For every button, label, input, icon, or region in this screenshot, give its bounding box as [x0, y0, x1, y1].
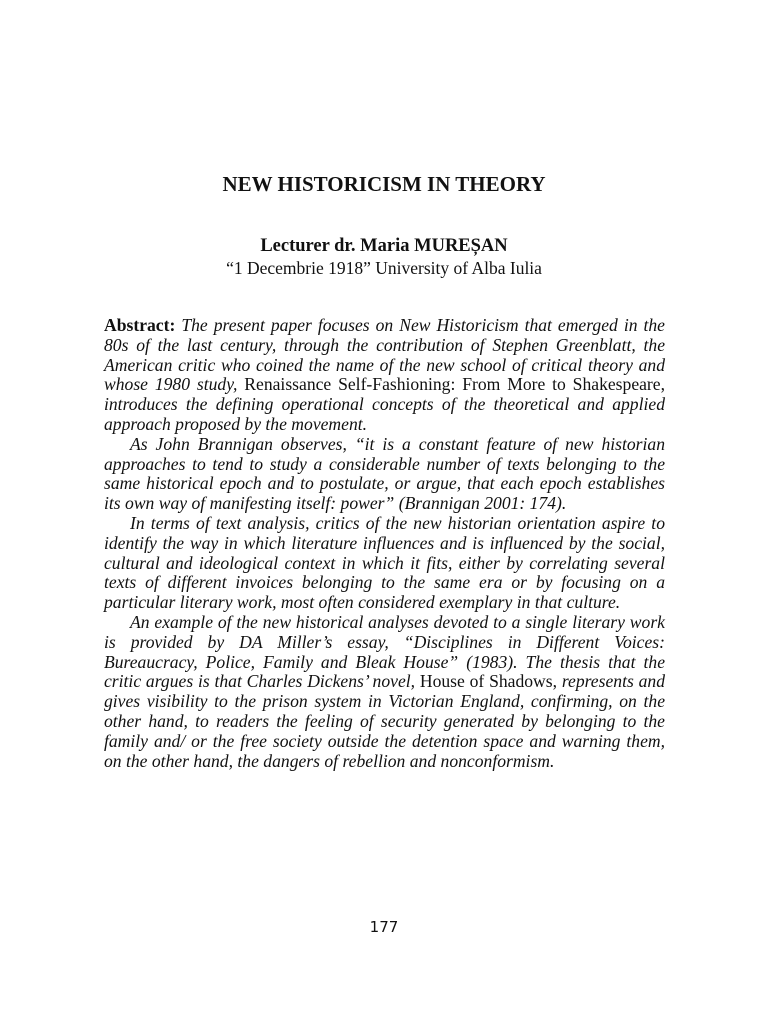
paragraph-text-analysis: In terms of text analysis, critics of the new historian orientation aspire to identify the way in which literature influences and is influenced by the social, cultural and ideological context in which it fits, either by correlating several texts of different invoices belonging to the same era or by focusing on a particular literary work, most often considered exemplary in that culture. [104, 512, 665, 613]
miller-text-part-2: represents and gives visibility to the prison system in Victorian England, confirming, on the other hand, to readers the feeling of security generated by belonging to the family and/ or the free society outside the detention space and warning them, on the other hand, the dangers of rebellion and nonconformism. [104, 671, 665, 771]
abstract-paragraph [104, 316, 665, 435]
abstract-text-part-2: introduces the defining operational concepts of the theoretical and applied approach proposed by the movement. [104, 394, 665, 434]
abstract-label: Abstract: [104, 315, 176, 335]
page-number: 177 [369, 918, 399, 936]
article-body [104, 316, 665, 771]
paper-title: NEW HISTORICISM IN THEORY [222, 172, 546, 196]
author-name: Lecturer dr. Maria MUREȘAN [260, 236, 508, 256]
paragraph-miller-example [104, 613, 665, 771]
abstract-book-title: Renaissance Self-Fashioning: From More to Shakespeare, [244, 374, 665, 395]
paragraph-brannigan: As John Brannigan observes, “it is a constant feature of new historian approaches to tend to study a considerable number of texts belonging to the same historical epoch and to postulate, or argue, that each epoch establishes its own way of manifesting itself: power” (Brannigan 2001: 174). [104, 433, 665, 514]
miller-book-title: House of Shadows, [419, 671, 558, 692]
miller-text-part-1: An example of the new historical analyses devoted to a single literary work is provided by DA Miller’s essay, “Disciplines in Different Voices: Bureaucracy, Police, Family and Bleak House” (1983). The thesis that the critic argues is that Charles Dickens’ novel, [104, 611, 665, 692]
abstract-text-part-1: The present paper focuses on New Historicism that emerged in the 80s of the last century, through the contribution of Stephen Greenblatt, the American critic who coined the name of the new school of critical theory and whose 1980 study, [104, 315, 665, 395]
author-affiliation: “1 Decembrie 1918” University of Alba Iulia [226, 258, 542, 278]
